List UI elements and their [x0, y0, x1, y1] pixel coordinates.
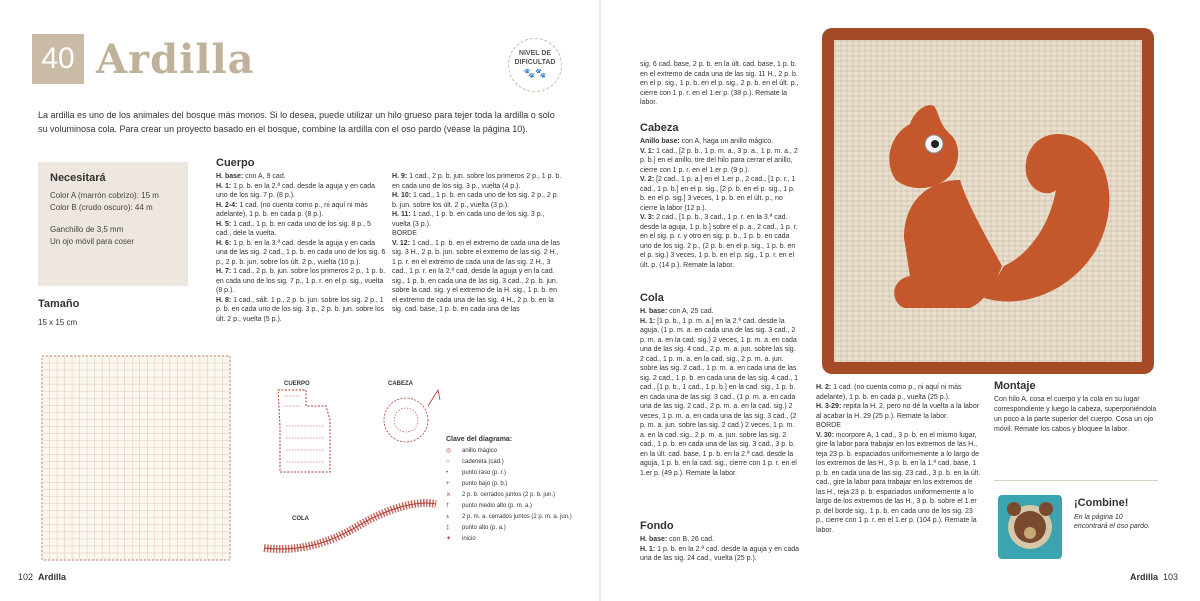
- row-label: H. base:: [640, 536, 668, 543]
- row-label: H. 7:: [216, 268, 232, 275]
- row-label: H. 6:: [216, 239, 232, 247]
- key-item: [446, 457, 596, 468]
- cabeza-text: [640, 137, 800, 270]
- instruction-line: H. 3-29: repita la H. 2, pero no dé la vuelta a la labor al acabar la H. 29 (25 p.). Remate la labor.: [816, 403, 980, 420]
- key-label: punto raso (p. r.): [462, 470, 507, 476]
- instruction-line: H. 6: 1 p. b. en la 3.ª cad. desde la aguja y en cada una de las sig. 2 cad., 1 p. b. en cada uno de los sig. 6 p., 2 p. b. jun. sobre los últ. 2 p., vuelta (10 p.).: [216, 239, 386, 266]
- row-label: H. 2:: [816, 384, 832, 391]
- instruction-line: H. 9: 1 cad., 2 p. b. jun. sobre los primeros 2 p., 1 p. b. en cada uno de los sig. 3 p., vuelta (4 p.).: [392, 173, 562, 190]
- pattern-number: 40: [32, 34, 84, 84]
- bear-icon: [998, 495, 1062, 559]
- instruction-line: H. 1: [1 p. b., 1 p. m. a.] en la 2.ª cad. desde la aguja, (1 p. m. a. en cada una de las sig. 3 cad., 2 p. m. a. en la cad. sig.) 2 veces, 1 p. m. a. en cada una de las sig. 4 cad., 2 p. m. a. jun. sobre las sig. 2 cad., 1 p. m. a. en la cad. sig., 2 p. m. a. jun. sobre las sig. 2 cad., 1 p. m. a. en cada una de las sig. 2 cad., 1 p. b. en cada una de las sig. 4 cad., 1 cad., [1 p. b., 1 cad., 1 p. b.] en la cad. sig., 1 p. b. en cada una de las sig. 3 cad., (1 p. m. a. en cada una de las sig. 2 cad., 2 p. m. a. en la cad. sig.) 2 veces, 1 p. m. a. en cada una de las sig. 3 cad., (2 p. m. a. jun. sobre las sig. 2 cad.) 2 veces, 1 p. m. a. en la cad. sig., 2 p. m. a. jun. sobre las sig. 2 cad., 1 p. b. en cada una de las sig. 3 cad., 3 p. b. en la últ. cad. base, 1 p. b. en la 2.ª cad. desde la aguja, 1 p. b. en la cad. sig., cierre con 1 p. r. en el 1.er p. (49 p.). Remate la labor.: [640, 317, 798, 477]
- instruction-line: H. 1: 1 p. b. en la 2.ª cad. desde la aguja y en cada uno de los sig. 7 p. (8 p.).: [216, 182, 376, 199]
- combine-title: ¡Combine!: [1074, 497, 1129, 509]
- montaje-text: Con hilo A, cosa el cuerpo y la cola en su lugar correspondiente y luego la cabeza, superponiéndola un poco a la parte superior del cuerpo. Cosa un ojo móvil. Remate los cabos y bloquee la labor.: [994, 396, 1157, 433]
- key-item: [446, 523, 596, 534]
- instruction-line: H. 5: 1 cad., 1 p. b. en cada uno de los sig. 8 p., 5 cad., dele la vuelta.: [216, 220, 371, 237]
- instruction-line: H. base: con A, 25 cad.: [640, 308, 714, 315]
- instruction-line: V. 30: incorpore A, 1 cad., 3 p. b. en el mismo lugar, gire la labor para trabajar en los extremos de las H., teja 23 p. b. espaciados uniformemente a lo largo de los extremos de las H., 3 p. b. en la 1.ª cad. base, 1 p. b. en cada una de las sig. 23 cad., 3 p. b. en la últ. cad., gire la labor para trabajar en los extremos de las H., teja 23 p. b. espaciados uniformemente a lo largo de los extremos de las H., 3 p. b. sobre el 1.er p. del borde sig., 1 p. b. en cada uno de los sig. 23 p., cierre con 1 p. r. en el 1.er p. (104 p.). Remate la labor.: [816, 431, 981, 534]
- material-item: Un ojo móvil para coser: [50, 237, 135, 246]
- key-symbol-icon: ◎: [446, 448, 452, 454]
- row-label: V. 12:: [392, 239, 411, 247]
- row-label: H. 5:: [216, 220, 232, 228]
- paw-icon: 🐾🐾: [523, 68, 547, 78]
- cuerpo-diagram: [270, 376, 366, 480]
- material-spacer: [50, 214, 188, 224]
- instruction-line: H. 11: 1 cad., 1 p. b. en cada uno de los sig. 3 p., vuelta (3 p.).: [392, 211, 545, 228]
- key-symbol-icon: ✦: [446, 536, 452, 542]
- instruction-line: V. 2: [2 cad., 1 p. a.] en el 1.er p., 2 cad., [1 p. r., 1 cad., 1 p. b.] en el p. sig., [2 p. b. en el p. sig., 1 p. b. en el p. sig.] 3 veces, 1 p. b. en el últ. p., no cierre la labor (12 p.).: [640, 176, 796, 212]
- instruction-line: BORDE: [816, 422, 841, 429]
- key-item: [446, 446, 596, 457]
- key-list: [446, 446, 596, 545]
- combine-box: [994, 480, 1158, 565]
- key-item: [446, 512, 596, 523]
- page-number-left: 102: [18, 572, 34, 582]
- key-title: Clave del diagrama:: [446, 436, 513, 443]
- key-item: [446, 501, 596, 512]
- row-label: H. 8:: [216, 296, 232, 304]
- instruction-line: H. 1: 1 p. b. en la 2.ª cad. desde la aguja y en cada una de las sig. 24 cad., vuelta (25 p.).: [640, 545, 800, 562]
- key-label: 2 p. m. a. cerrados juntos (2 p. m. a. jun.): [462, 514, 572, 520]
- row-label: V. 2:: [640, 176, 655, 183]
- row-label: V. 1:: [640, 147, 655, 155]
- row-label: V. 30:: [816, 431, 835, 439]
- instruction-line: V. 1: 1 cad., [2 p. b., 1 p. m. a., 3 p. a., 1 p. m. a., 2 p. b.] en el anillo, tire del hilo para cerrar el anillo, cierre con 1 p. r. en el 1.er p. (9 p.).: [640, 147, 798, 174]
- row-label: H. 10:: [392, 192, 412, 199]
- key-symbol-icon: ‡: [446, 525, 450, 531]
- instruction-line: H. base: con A, 9 cad.: [216, 173, 286, 180]
- key-label: punto alto (p. a.): [462, 525, 506, 531]
- instruction-line: Anillo base: con A, haga un anillo mágico.: [640, 138, 774, 145]
- key-item: [446, 468, 596, 479]
- squirrel-illustration: [834, 40, 1142, 362]
- difficulty-badge: [508, 38, 562, 92]
- fondo-text: [640, 535, 800, 564]
- instruction-line: H. 2-4: 1 cad. (no cuenta como p., ni aquí ni más adelante), 1 p. b. en cada p. (8 p.).: [216, 201, 368, 218]
- key-item: [446, 534, 596, 545]
- footer-label-right: Ardilla: [1130, 572, 1159, 582]
- row-label: V. 3:: [640, 214, 655, 221]
- instruction-line: H. 7: 1 cad., 2 p. b. jun. sobre los primeros 2 p., 1 p. b. en cada uno de los sig. 7 p., 1 p. r. en el p. sig., vuelta (8 p.).: [216, 268, 386, 294]
- montaje-title: Montaje: [994, 380, 1036, 392]
- instruction-line: V. 3: 2 cad., [1 p. b., 3 cad., 1 p. r. en la 3.ª cad. desde la aguja, 1 p. b.] sobre el p. a., 2 cad., 1 p. r. en el sig. p. r. y otro en sig. p. b., 1 p. b. en cada uno de los sig. 2 p., (2 p. b. en el p. sig., 1 p. b. en el p. sig.) 3 veces, 1 p. b. en el p. sig., 1 p. r. en el últ. p. (14 p.). Remate la labor.: [640, 214, 798, 269]
- key-label: anillo mágico: [462, 448, 498, 454]
- row-label: H. 1:: [640, 545, 656, 553]
- key-label: punto medio alto (p. m. a.): [462, 503, 533, 509]
- material-item: Color B (crudo oscuro): 44 m: [50, 203, 153, 212]
- instruction-line: H. 8: 1 cad., sált. 1 p., 2 p. b. jun. sobre los sig. 2 p., 1 p. b. en cada uno de los sig. 3 p., 2 p. b. jun. sobre los últ. 2 p., vuelta (5 p.).: [216, 296, 385, 323]
- cola-title: Cola: [640, 292, 664, 304]
- row-label: H. 11:: [392, 211, 411, 218]
- key-symbol-icon: †: [446, 503, 450, 509]
- size-value: 15 x 15 cm: [38, 318, 78, 327]
- key-item: [446, 479, 596, 490]
- fondo-title: Fondo: [640, 520, 674, 532]
- key-symbol-icon: ⨯: [446, 492, 452, 498]
- row-label: H. 2-4:: [216, 201, 238, 209]
- materials-box: [38, 162, 188, 286]
- cuerpo-diagram-label: CUERPO: [284, 381, 310, 387]
- fondo-diagram: [38, 352, 234, 564]
- material-item: Color A (marrón cobrizo): 15 m: [50, 191, 159, 200]
- materials-title: Necesitará: [50, 172, 106, 184]
- key-item: [446, 490, 596, 501]
- page-number-right: 103: [1163, 572, 1179, 582]
- size-title: Tamaño: [38, 298, 80, 310]
- row-label: H. 1:: [640, 317, 656, 325]
- row-label: H. 1:: [216, 182, 232, 190]
- footer-right: [1130, 572, 1178, 582]
- instruction-line: BORDE: [392, 230, 417, 237]
- diagram-key: [446, 436, 596, 545]
- row-label: H. 9:: [392, 173, 408, 180]
- combine-text: En la página 10 encontrará el oso pardo.: [1074, 514, 1150, 530]
- cuerpo-col2: [392, 172, 562, 315]
- cola-diagram-label: COLA: [292, 516, 309, 522]
- page-gutter: [598, 0, 602, 601]
- key-symbol-icon: +: [446, 481, 450, 487]
- bear-square-thumbnail: [998, 495, 1062, 559]
- instruction-line: H. 10: 1 cad., 1 p. b. en cada uno de los sig. 2 p., 2 p. b. jun. sobre los últ. 2 p., vuelta (3 p.).: [392, 192, 559, 209]
- intro-text: La ardilla es uno de los animales del bosque más monos. Si lo desea, puede utilizar un hilo grueso para tejer toda la ardilla o solo su voluminosa cola. Para crear un proyecto basado en el bosque, combine la ardilla con el oso pardo (véase la página 10).: [38, 110, 555, 134]
- fondo-continued: [816, 383, 982, 535]
- cuerpo-col1: [216, 172, 386, 324]
- instruction-line: H. 2: 1 cad. (no cuenta como p., ni aquí ni más adelante), 1 p. b. en cada p., vuelta (25 p.).: [816, 384, 962, 401]
- row-label: Anillo base:: [640, 138, 680, 145]
- cabeza-diagram-label: CABEZA: [388, 381, 413, 387]
- cream-background: [834, 40, 1142, 362]
- page-title: Ardilla: [96, 36, 255, 83]
- badge-line2: DIFICULTAD: [514, 59, 556, 66]
- key-label: inicio: [462, 536, 476, 542]
- squirrel-square-photo: [822, 28, 1154, 374]
- material-item: Ganchillo de 3,5 mm: [50, 225, 124, 234]
- row-label: H. 3-29:: [816, 403, 842, 410]
- instruction-line: H. base: con B, 26 cad.: [640, 536, 714, 543]
- cabeza-diagram: [370, 376, 450, 456]
- cuerpo-continued: [640, 60, 800, 108]
- key-label: 2 p. b. cerrados juntos (2 p. b. jun.): [462, 492, 556, 498]
- footer-label-left: Ardilla: [38, 572, 67, 582]
- cuerpo-title: Cuerpo: [216, 157, 255, 169]
- instruction-line: V. 12: 1 cad., 1 p. b. en el extremo de cada una de las sig. 3 H., 2 p. b. jun. sobre el extremo de las sig. 2 H., 1 p. r. en el extremo de cada una de las sig. 2 H., 3 cad., 1 p. r. en la 2.ª cad. desde la aguja y en la cad. sig., 1 p. b. en cada una de las sig. 3 cad., 2 p. b. jun. sobre la cad. sig. y el extremo de la H. sig., 1 p. b. en el extremo de cada una de las sig. 4 H., 2 p. b. en la sig. cad. base, 1 p. b. en cada una de las: [392, 239, 560, 313]
- key-symbol-icon: ⩚: [446, 514, 450, 520]
- key-symbol-icon: •: [446, 470, 449, 476]
- badge-line1: NIVEL DE: [518, 50, 552, 57]
- key-label: cadeneta (cad.): [462, 459, 504, 465]
- cola-text: [640, 307, 800, 478]
- cola-diagram: [258, 490, 448, 560]
- row-label: H. base:: [216, 173, 244, 180]
- key-label: punto bajo (p. b.): [462, 481, 508, 487]
- footer-left: [18, 572, 66, 582]
- key-symbol-icon: ○: [446, 459, 450, 465]
- row-label: H. base:: [640, 308, 668, 315]
- instruction-line: sig. 6 cad. base, 2 p. b. en la últ. cad. base, 1 p. b. en el extremo de cada una de las sig. 11 H., 2 p. b. en el p. sig., 1 p. b. en el p. sig., 2 p. b. en el últ. p., cierre con 1 p. r. en el 1.er p. (38 p.). Remate la labor.: [640, 61, 799, 106]
- cabeza-title: Cabeza: [640, 122, 679, 134]
